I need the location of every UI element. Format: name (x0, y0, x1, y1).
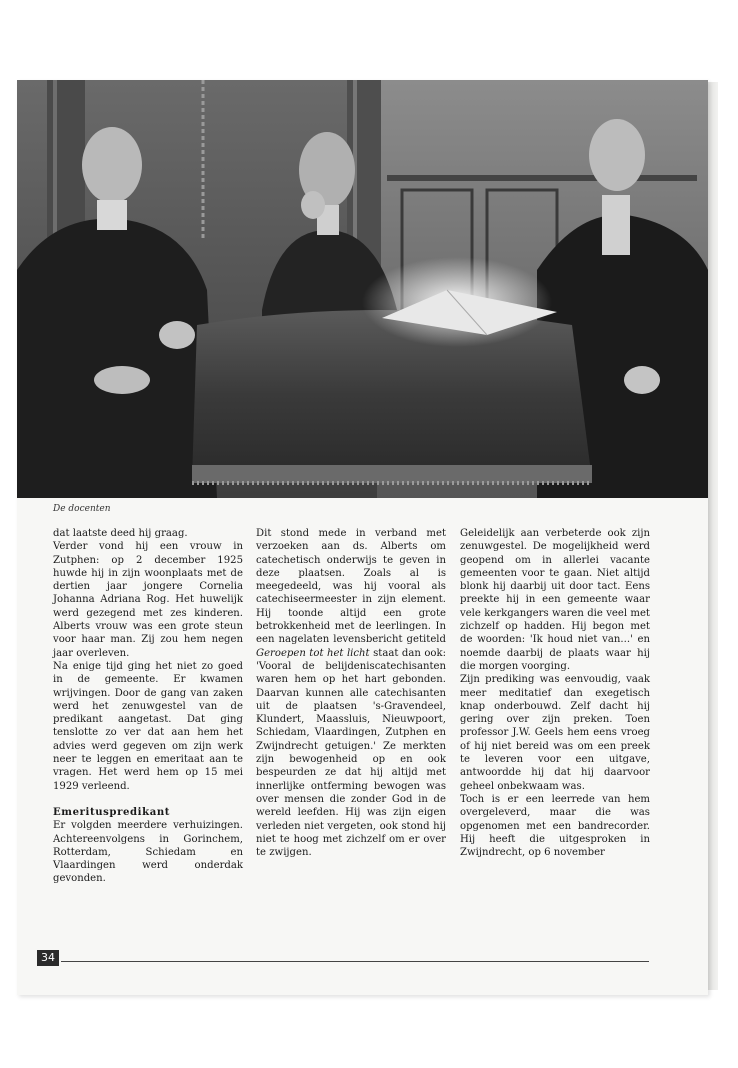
book-title: Geroepen tot het licht (256, 647, 370, 659)
photo-caption: De docenten (53, 504, 111, 514)
photo-illustration (17, 80, 708, 498)
paragraph-text: Dit stond mede in verband met verzoeken aan ds. Alberts om catechetisch onderwijs te geven in deze plaatsen. Zoals al is meegedeeld, was hij vooral als catechiseermeester in zijn element. Hij toonde altijd een grote betrokkenheid met de leerlingen. In een nagelaten levensbericht getiteld (256, 528, 446, 646)
paragraph: Zijn prediking was eenvoudig, vaak meer meditatief dan exegetisch knap onderbouwd. Zelf dacht hij gering over zijn preken. Toen professor J.W. Geels hem eens vroeg of hij niet bereid was om een preek te leveren voor een uitgave, antwoordde hij dat hij daarvoor geheel onbekwaam was. (460, 674, 650, 792)
paragraph-text: staat dan ook: 'Vooral de belijdeniscatechisanten waren hem op het hart gebonden. Daarvan kunnen alle catechisanten uit de plaatsen 's-Gravendeel, Klundert, Maassluis, Nieuwpoort, Schiedam, Vlaardingen, Zutphen en Zwijndrecht getuigen.' Ze merkten zijn bewogenheid op en ook bespeurden ze dat hij altijd met innerlijke ontferming bewogen was over mensen die zonder God in de wereld leefden. Hij was zijn eigen verleden niet vergeten, ook stond hij niet te hoog met zichzelf om er over te zwijgen. (256, 647, 446, 859)
text-column-1 (53, 527, 243, 886)
paragraph: Toch is er een leerrede van hem overgeleverd, maar die was opgenomen met een bandrecorder. Hij heeft die uitgesproken in Zwijndrecht, op 6 november (460, 793, 650, 859)
text-column-2 (256, 527, 446, 859)
paragraph: Geleidelijk aan verbeterde ook zijn zenuwgestel. De mogelijkheid werd geopend om in allerlei vacante gemeenten voor te gaan. Niet altijd blonk hij daarbij uit door tact. Eens preekte hij in een gemeente waar vele kerkgangers waren die veel met zichzelf op hadden. Hij begon met de woorden: 'Ik houd niet van...' en noemde daarbij de plaats waar hij die morgen voorging. (460, 528, 650, 672)
page-number: 34 (37, 950, 59, 966)
book-page (17, 80, 708, 995)
footer-rule (61, 961, 649, 962)
paragraph: Verder vond hij een vrouw in Zutphen: op 2 december 1925 huwde hij in zijn woonplaats met de dertien jaar jongere Cornelia Johanna Adriana Rog. Het huwelijk werd gezegend met zes kinderen. Alberts vrouw was een grote steun voor haar man. Zij zou hem negen jaar overleven. (53, 541, 243, 659)
paragraph: Na enige tijd ging het niet zo goed in de gemeente. Er kwamen wrijvingen. Door de gang van zaken werd het zenuwgestel van de predikant aangetast. Dat ging tenslotte zo ver dat aan hem het advies werd gegeven om zijn werk neer te leggen en emeritaat aan te vragen. Het werd hem op 15 mei 1929 verleend. (53, 660, 243, 792)
group-photo (17, 80, 708, 498)
paragraph (256, 527, 446, 859)
text-column-3 (460, 527, 650, 859)
page-edge (708, 82, 718, 990)
paragraph: dat laatste deed hij graag. (53, 528, 188, 539)
section-heading: Emerituspredikant (53, 806, 171, 818)
paragraph: Er volgden meerdere verhuizingen. Achtereenvolgens in Gorinchem, Rotterdam, Schiedam en Vlaardingen werd onderdak gevonden. (53, 820, 243, 885)
